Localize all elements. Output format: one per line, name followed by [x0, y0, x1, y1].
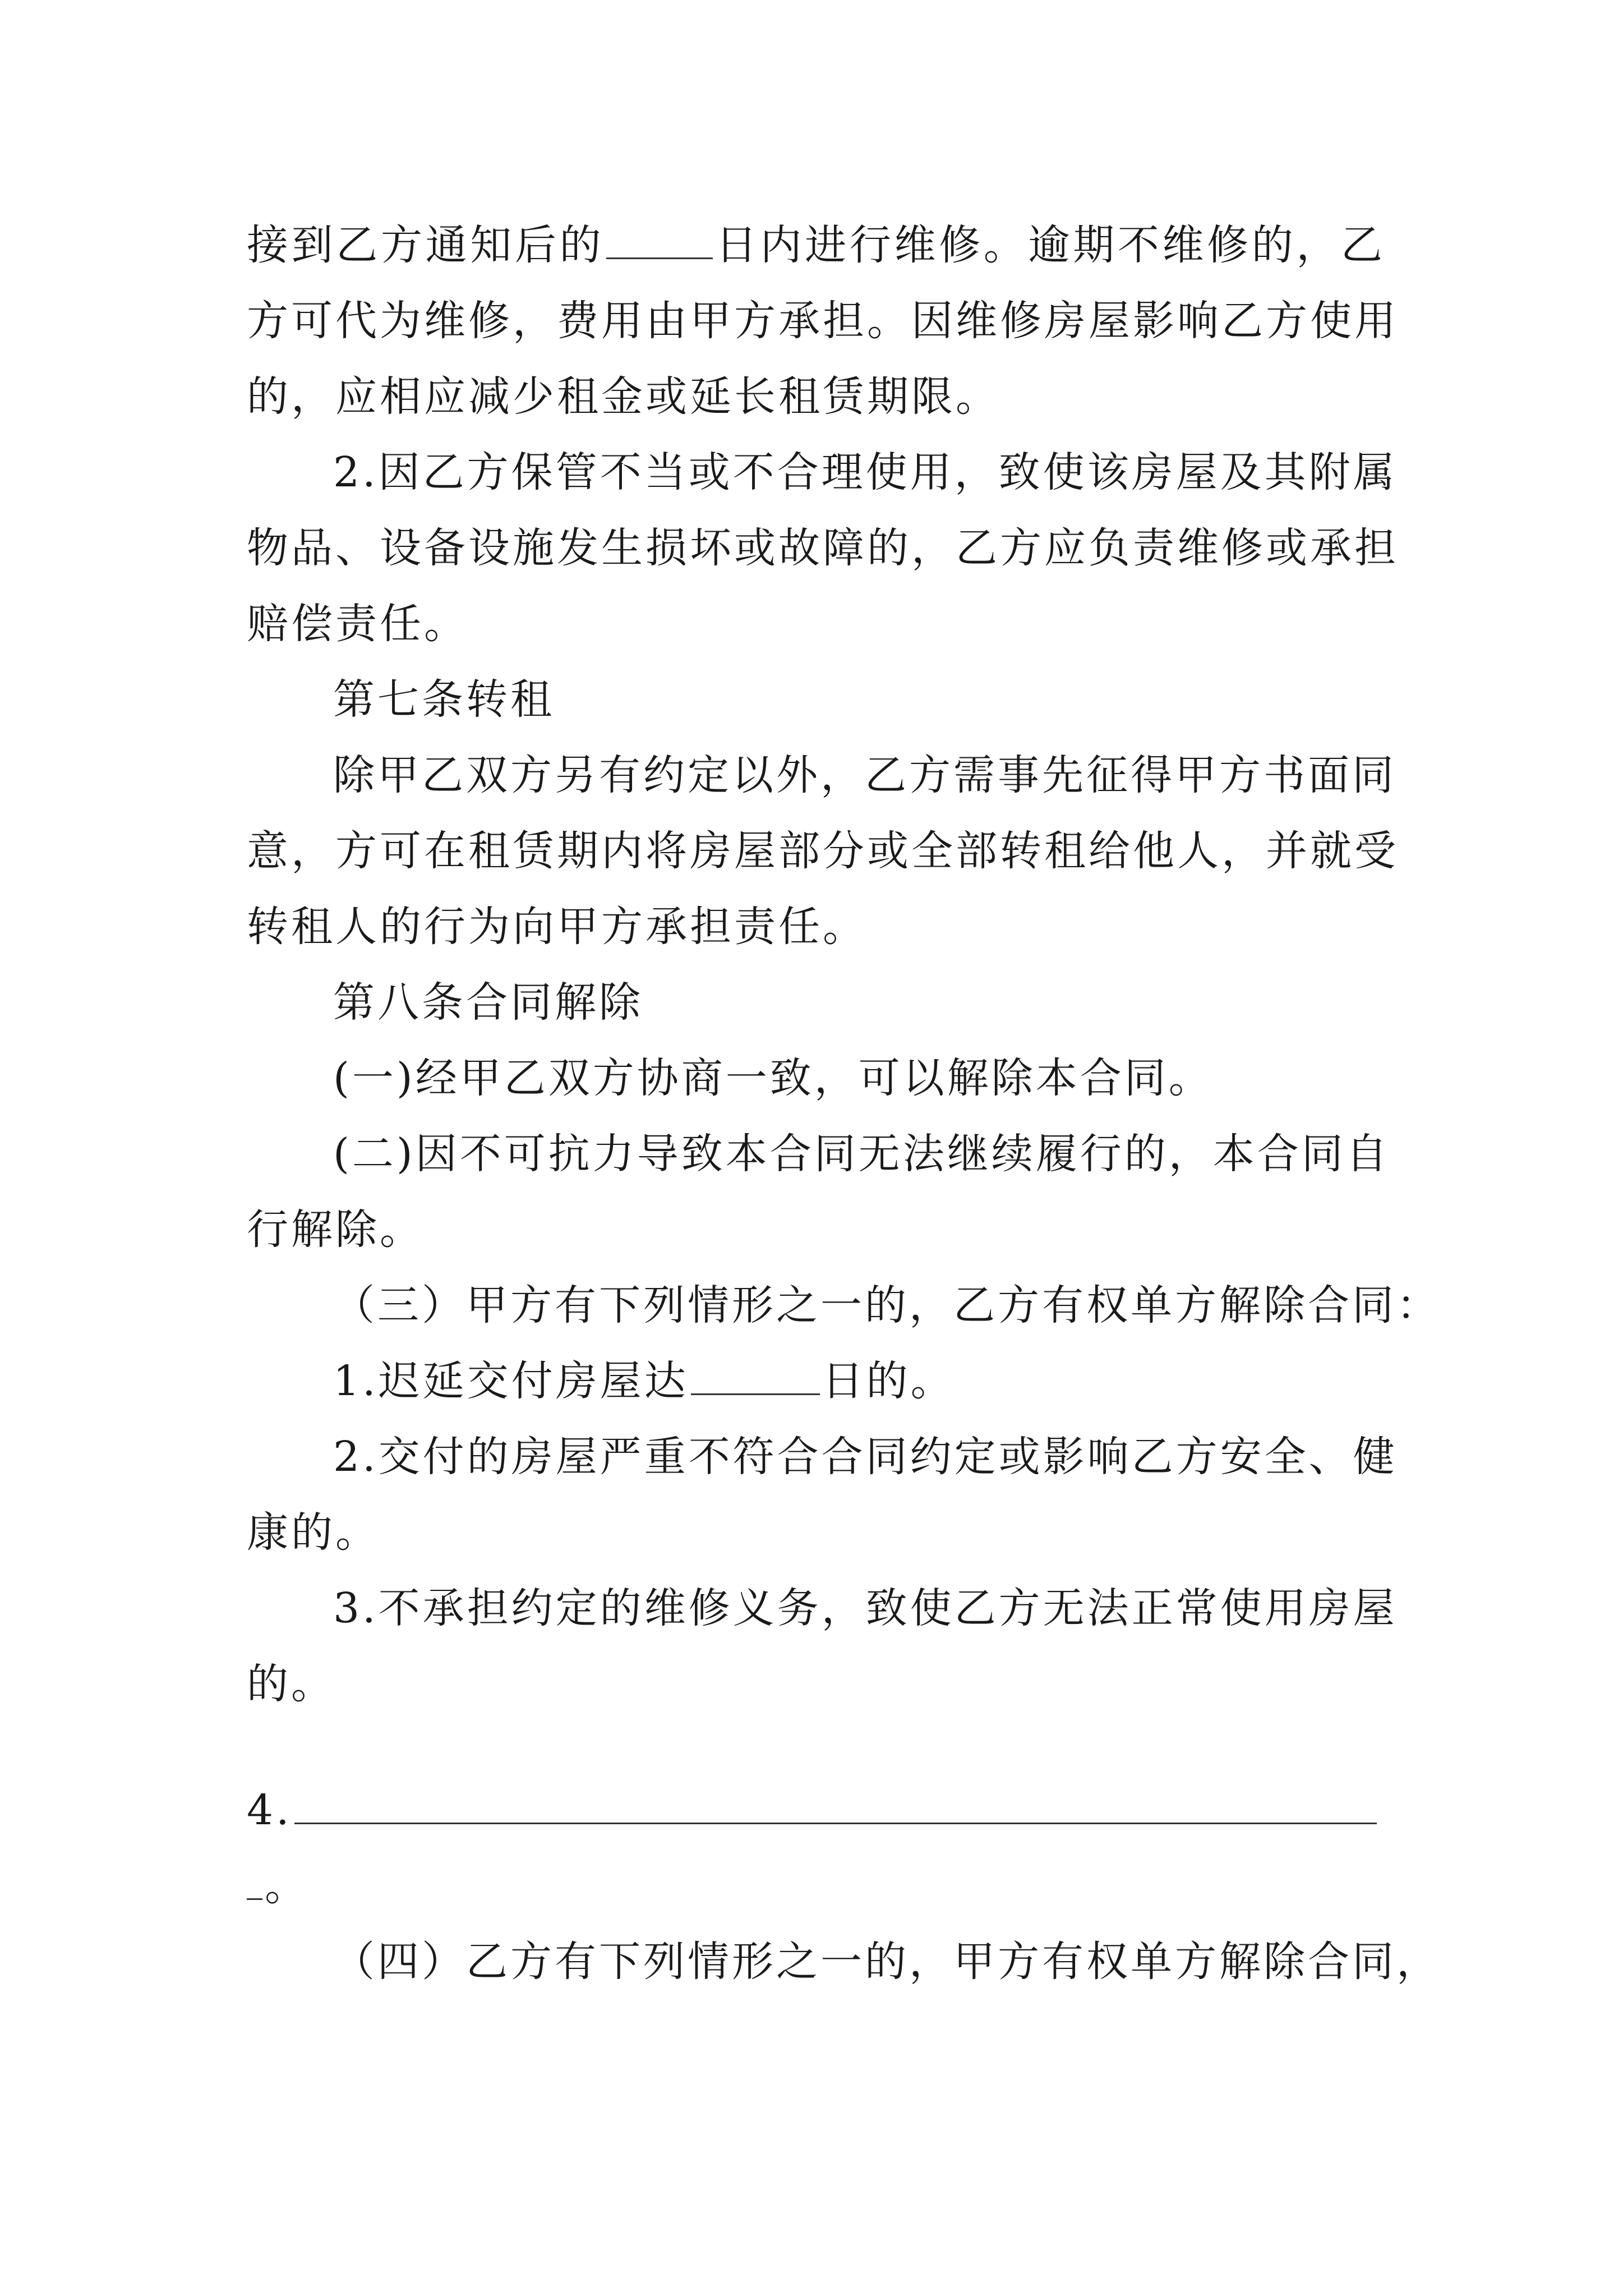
paragraph-line: 2.因乙方保管不当或不合理使用，致使该房屋及其附属	[333, 448, 1398, 496]
paragraph-line: （四）乙方有下列情形之一的，甲方有权单方解除合同，	[333, 1938, 1441, 1986]
text: 日的。	[822, 1357, 955, 1405]
spacer	[247, 1722, 1385, 1773]
paragraph-line	[247, 1343, 1385, 1419]
text: 接到乙方通知后的	[247, 221, 605, 269]
text: 1.迟延交付房屋达	[333, 1357, 689, 1405]
paragraph-line: 的，应相应减少租金或延长租赁期限。	[247, 372, 1000, 421]
paragraph-line	[247, 208, 1385, 283]
section-heading: 第八条合同解除	[333, 978, 643, 1027]
text: 4.	[247, 1786, 292, 1834]
text: 日内进行维修。逾期不维修的，乙	[715, 221, 1385, 269]
document-page	[247, 208, 1441, 2000]
paragraph-line: 意，方可在租赁期内将房屋部分或全部转租给他人，并就受	[247, 827, 1399, 875]
paragraph-line: 方可代为维修，费用由甲方承担。因维修房屋影响乙方使用	[247, 297, 1399, 345]
paragraph-line: 赔偿责任。	[247, 600, 468, 648]
paragraph-line	[247, 1773, 1385, 1848]
paragraph-line: （三）甲方有下列情形之一的，乙方有权单方解除合同：	[333, 1281, 1441, 1329]
paragraph-line: (一)经甲乙双方协商一致，可以解除本合同。	[333, 1054, 1213, 1102]
paragraph-line: 转租人的行为向甲方承担责任。	[247, 903, 867, 951]
paragraph-line: (二)因不可抗力导致本合同无法继续履行的，本合同自	[333, 1130, 1390, 1178]
paragraph-line: 康的。	[247, 1508, 380, 1557]
paragraph-line: 的。	[247, 1660, 335, 1708]
paragraph-line: 3.不承担约定的维修义务，致使乙方无法正常使用房屋	[333, 1584, 1398, 1632]
paragraph-line	[247, 1848, 1385, 1924]
paragraph-line: 行解除。	[247, 1205, 424, 1254]
fill-in-blank	[606, 223, 713, 259]
section-heading: 第七条转租	[333, 675, 555, 724]
fill-in-blank	[691, 1359, 820, 1395]
text: 。	[265, 1862, 309, 1910]
fill-in-blank	[294, 1788, 1377, 1824]
paragraph-line: 除甲乙双方另有约定以外，乙方需事先征得甲方书面同	[333, 751, 1396, 799]
fill-in-blank	[247, 1864, 262, 1900]
paragraph-line: 物品、设备设施发生损坏或故障的，乙方应负责维修或承担	[247, 524, 1399, 572]
paragraph-line: 2.交付的房屋严重不符合合同约定或影响乙方安全、健	[333, 1433, 1398, 1481]
